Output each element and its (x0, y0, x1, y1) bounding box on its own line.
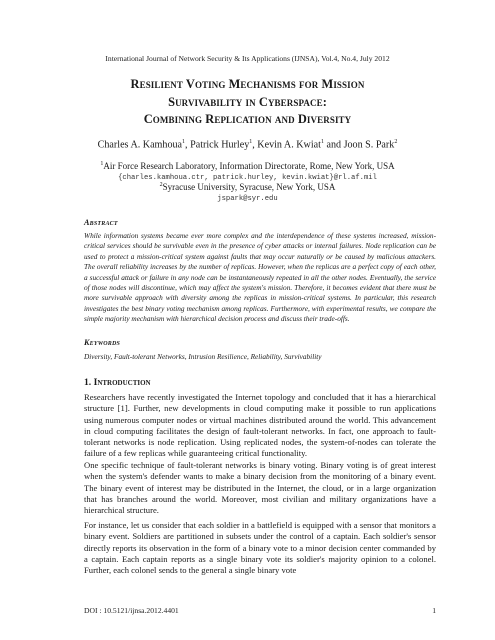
author-name: Charles A. Kamhoua (97, 139, 183, 151)
introduction-paragraph-2: One specific technique of fault-tolerant networks is binary voting. Binary voting is of great interest when the system's defender wants to make a binary decision from the monitoring of a binary event. The binary event of interest may be distributed in the Internet, the cloud, or in a large organization that has branches around the world. Moreover, most civilian and military organizations have a hierarchical structure. (84, 460, 436, 516)
affiliation-number: 2 (159, 182, 163, 188)
affiliation-1: $^1$Air Force Research Laboratory, Information Directorate, Rome, New York, USA (100, 161, 395, 171)
affiliation-2-email: jspark@syr.edu (217, 195, 278, 203)
author-affil-mark: 1 (249, 139, 253, 145)
author-affil-mark: 1 (320, 139, 324, 145)
affiliation-number: 1 (100, 161, 104, 167)
abstract-body: While information systems became ever more complex and the interdependence of these systems increased, mission-critical services should be survivable even in the presence of cyber attacks or internal failures. Node replication can be used to protect a mission-critical system against faults that may occur naturally or be caused by malicious attackers. The overall reliability increases by the number of replicas. However, when the replicas are a perfect copy of each other, a successful attack or failure in any node can be instantaneously repeated in all the other nodes. Eventually, the service of those nodes will discontinue, which may affect the system's mission. Therefore, it becomes evident that there must be more survivable approach with diversity among the replicas in mission-critical systems. In particular, this research investigates the best binary voting mechanism among replicas. Furthermore, with experimental results, we compare the simple majority mechanism with hierarchical decision process and discuss their trade-offs. (84, 231, 436, 324)
page-number: 1 (432, 606, 436, 615)
introduction-paragraph-3: For instance, let us consider that each soldier in a battlefield is equipped with a sensor that monitors a binary event. Soldiers are partitioned in subsets under the control of a captain. Each soldier's sensor directly reports its observation in the form of a binary vote to a minor decision center commanded by a captain. Each captain reports as a single binary vote its soldier's majority opinion to a colonel. Further, each colonel sends to the general a single binary vote (84, 520, 436, 576)
author-affil-mark: 2 (394, 139, 398, 145)
title-line-2: Survivability in Cyberspace: (168, 94, 327, 109)
keywords-body: Diversity, Fault-tolerant Networks, Intrusion Resilience, Reliability, Survivability (84, 352, 322, 361)
author-affil-mark: 1 (182, 139, 186, 145)
author-name: Joon S. Park (343, 139, 395, 151)
doi-text: DOI : 10.5121/ijnsa.2012.4401 (84, 606, 179, 615)
introduction-paragraph-1: Researchers have recently investigated the Internet topology and concluded that it has a hierarchical structure [1]. Further, new developments in cloud computing make it possible to run applications using numerous computer nodes or virtual machines distributed around the world. This advancement in cloud computing facilitates the design of fault-tolerant networks. In fact, one approach to fault-tolerant networks is node replication. Using replicated nodes, the system-of-nodes can tolerate the failure of a few replicas while guaranteeing critical functionality. (84, 392, 436, 459)
paper-title (40, 76, 455, 129)
affiliation-1-email: {charles.kamhoua.ctr, patrick.hurley, kevin.kwiat}@rl.af.mil (118, 174, 377, 182)
affiliation-2: $^2$Syracuse University, Syracuse, New York, USA (159, 182, 336, 192)
abstract-heading: Abstract (84, 218, 118, 227)
journal-header: International Journal of Network Security & Its Applications (IJNSA), Vol.4, No.4, July 2012 (105, 54, 390, 63)
title-line-1: Resilient Voting Mechanisms for Mission (130, 77, 365, 91)
author-list: Charles A. Kamhoua$^1$, Patrick Hurley$^1$, Kevin A. Kwiat$^1$ and Joon S. Park$^2$ (97, 139, 398, 151)
keywords-heading: Keywords (84, 338, 121, 347)
introduction-heading: 1. Introduction (84, 377, 151, 388)
author-name: Patrick Hurley (190, 139, 250, 151)
author-name: Kevin A. Kwiat (257, 139, 321, 151)
page-footer (84, 606, 436, 615)
title-line-3: Combining Replication and Diversity (143, 112, 352, 126)
